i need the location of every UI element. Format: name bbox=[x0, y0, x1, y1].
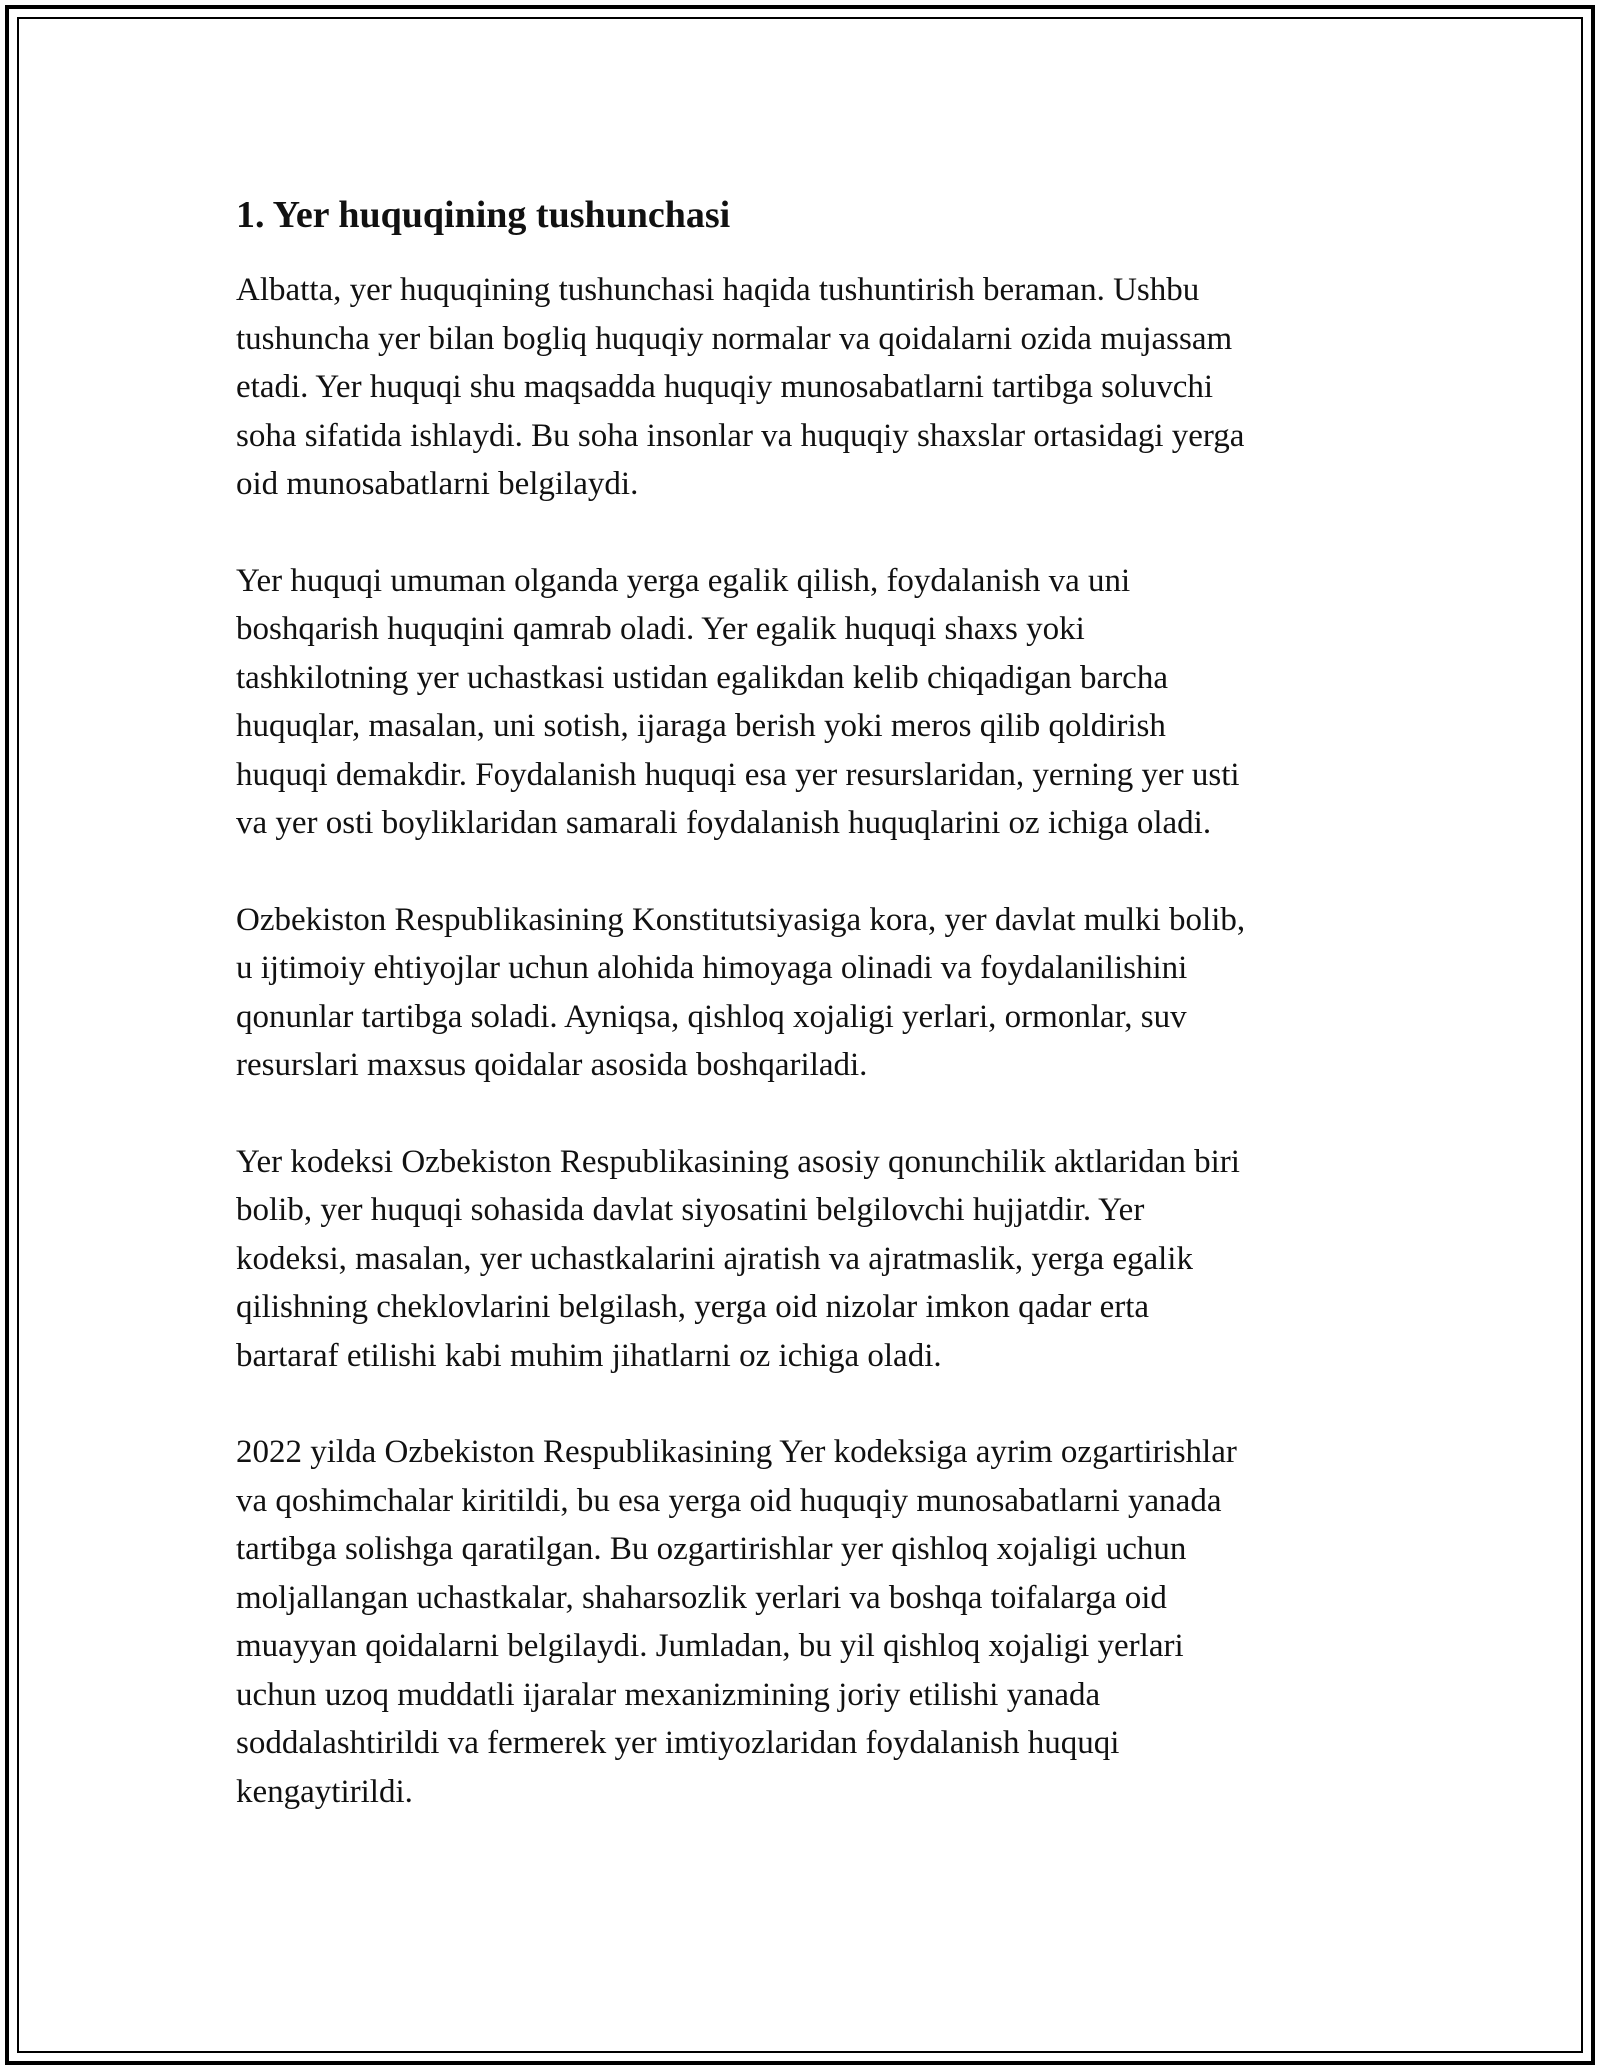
paragraph-3: Ozbekiston Respublikasining Konstitutsiyasiga kora, yer davlat mulki bolib, u ijtimoiy ehtiyojlar uchun alohida himoyaga olinadi va foydalanilishini qonunlar tartibga soladi. Ayniqsa, qishloq xojaligi yerlari, ormonlar, suv resurslari maxsus qoidalar asosida boshqariladi. bbox=[236, 901, 1246, 1083]
paragraph-2: Yer huquqi umuman olganda yerga egalik qilish, foydalanish va uni boshqarish huquqini qamrab oladi. Yer egalik huquqi shaxs yoki tashkilotning yer uchastkasi ustidan egalikdan kelib chiqadigan barcha huquqlar, masalan, uni sotish, ijaraga berish yoki meros qilib qoldirish huquqi demakdir. Foydalanish huquqi esa yer resurslaridan, yerning yer usti va yer osti boyliklaridan samarali foydalanish huquqlarini oz ichiga oladi. bbox=[236, 562, 1240, 841]
section-heading: 1. Yer huquqining tushunchasi bbox=[236, 194, 731, 236]
paragraph-5: 2022 yilda Ozbekiston Respublikasining Yer kodeksiga ayrim ozgartirishlar va qoshimchalar kiritildi, bu esa yerga oid huquqiy munosabatlarni yanada tartibga solishga qaratilgan. Bu ozgartirishlar yer qishloq xojaligi uchun moljallangan uchastkalar, shaharsozlik yerlari va boshqa toifalarga oid muayyan qoidalarni belgilaydi. Jumladan, bu yil qishloq xojaligi yerlari uchun uzoq muddatli ijaralar mexanizmining joriy etilishi yanada soddalashtirildi va fermerek yer imtiyozlaridan foydalanish huquqi kengaytirildi. bbox=[236, 1434, 1237, 1810]
paragraph-1: Albatta, yer huquqining tushunchasi haqida tushuntirish beraman. Ushbu tushuncha yer bilan bogliq huquqiy normalar va qoidalarni ozida mujassam etadi. Yer huquqi shu maqsadda huquqiy munosabatlarni tartibga soluvchi soha sifatida ishlaydi. Bu soha insonlar va huquqiy shaxslar ortasidagi yerga oid munosabatlarni belgilaydi. bbox=[236, 272, 1245, 502]
paragraph-4: Yer kodeksi Ozbekiston Respublikasining asosiy qonunchilik aktlaridan biri bolib, yer huquqi sohasida davlat siyosatini belgilovchi hujjatdir. Yer kodeksi, masalan, yer uchastkalarini ajratish va ajratmaslik, yerga egalik qilishning cheklovlarini belgilash, yerga oid nizolar imkon qadar erta bartaraf etilishi kabi muhim jihatlarni oz ichiga oladi. bbox=[236, 1143, 1240, 1374]
document-body bbox=[236, 190, 1376, 1864]
